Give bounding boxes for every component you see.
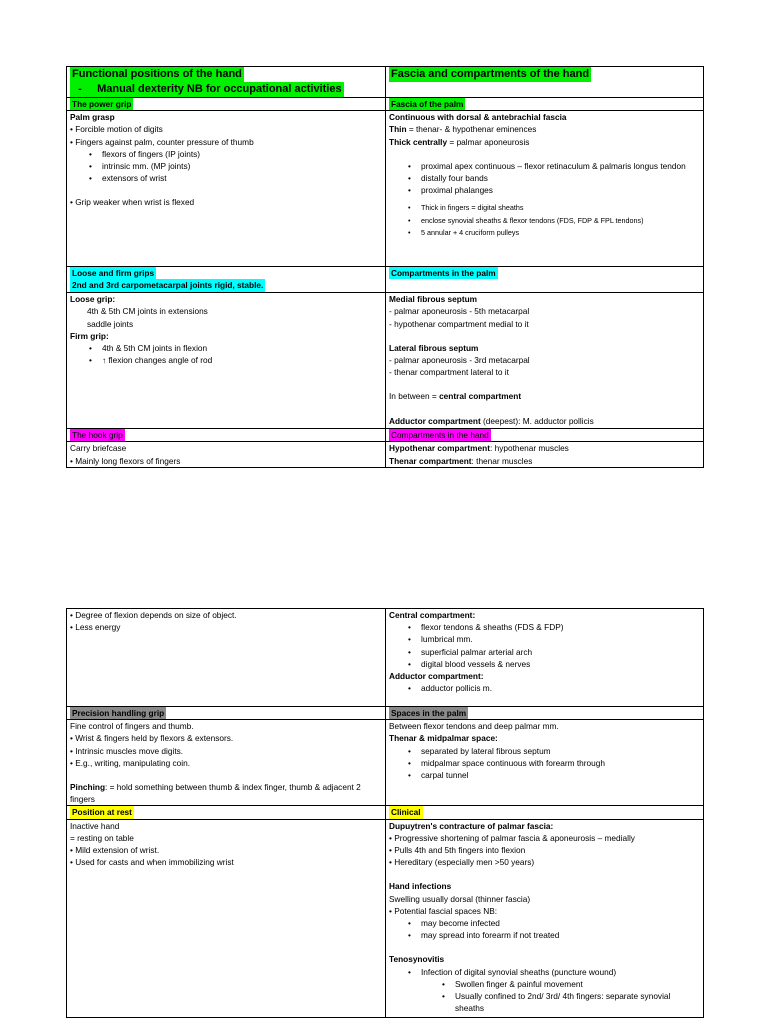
pinching-line	[70, 781, 382, 805]
adductor-items	[389, 682, 700, 694]
central-item: • flexor tendons & sheaths (FDS & FDP)	[421, 621, 700, 633]
fascia-thin-line	[389, 123, 700, 135]
pinching-label: Pinching	[70, 782, 106, 793]
clinical-header-cell	[386, 806, 704, 819]
clinical-header: Clinical	[391, 807, 421, 818]
infections-items	[389, 917, 700, 941]
dupuytren-line: • Pulls 4th and 5th fingers into flexion	[389, 845, 526, 856]
left-subtitle-dash: -	[78, 83, 82, 95]
adductor-text: (deepest): M. adductor pollicis	[480, 415, 594, 426]
fascia-small-item: • 5 annular + 4 cruciform pulleys	[421, 227, 700, 239]
dupuytren-line: • Hereditary (especially men >50 years)	[389, 857, 535, 868]
adductor-compartment-label: Adductor compartment:	[389, 671, 484, 682]
between-text: In between =	[389, 391, 440, 402]
power-line-0: • Forcible motion of digits	[70, 124, 163, 135]
infections-item: • may spread into forearm if not treated	[421, 929, 700, 941]
loose-firm-header: Loose and firm grips	[72, 268, 155, 279]
tenosynovitis-subitem: • Swollen finger & painful movement	[455, 978, 696, 990]
fascia-palm-header: Fascia of the palm	[391, 99, 464, 109]
thenar-text: : thenar muscles	[471, 455, 533, 466]
power-line-1: • Fingers against palm, counter pressure of thumb	[70, 136, 254, 147]
left-title: Functional positions of the hand	[72, 68, 242, 80]
fascia-heading: Continuous with dorsal & antebrachial fascia	[389, 112, 567, 123]
power-last-line: • Grip weaker when wrist is flexed	[70, 197, 195, 208]
precision-line: Fine control of fingers and thumb.	[70, 721, 194, 732]
lateral-septum-label: Lateral fibrous septum	[389, 342, 479, 353]
power-grip-header-cell	[67, 98, 386, 111]
fascia-small-item: • enclose synovial sheaths & flexor tendons (FDS, FDP & FPL tendons)	[421, 215, 700, 227]
right-title: Fascia and compartments of the hand	[391, 68, 590, 80]
cmc-joints-header: 2nd and 3rd carpometacarpal joints rigid, stable.	[72, 280, 264, 291]
compartments-hand-header: Compartments in the hand	[391, 430, 489, 441]
pinching-text: : = hold something between thumb & index finger, thumb & adjacent 2 fingers	[70, 782, 361, 805]
hook-line: Carry briefcase	[70, 443, 127, 454]
hypothenar-line	[389, 442, 700, 454]
hand-notes-table-1	[66, 66, 704, 468]
infections-item: • may become infected	[421, 917, 700, 929]
central-label: Central compartment:	[389, 610, 476, 620]
between-line	[389, 390, 700, 402]
fascia-thin-label: Thin	[389, 124, 407, 135]
firm-items	[70, 342, 382, 366]
clinical-body	[386, 819, 704, 1017]
hand-notes-table-2	[66, 608, 704, 1018]
loose-firm-header-cell	[67, 267, 386, 293]
loose-grip-label: Loose grip	[70, 294, 113, 305]
loose-firm-body	[67, 293, 386, 429]
fascia-thick-line	[389, 136, 700, 148]
hook-grip-header: The hook grip	[72, 430, 123, 441]
between-bold: central compartment	[439, 391, 522, 402]
firm-grip-label-line: Firm grip:	[70, 330, 109, 341]
tenosynovitis-label: Tenosynovitis	[389, 954, 445, 965]
power-grip-header: The power grip	[72, 99, 132, 109]
precision-line: • Intrinsic muscles move digits.	[70, 745, 184, 756]
tenosynovitis-subitems	[389, 978, 700, 1015]
infections-line: Swelling usually dorsal (thinner fascia)	[389, 893, 531, 904]
rest-line: = resting on table	[70, 832, 134, 843]
compartments-hand-body	[386, 442, 704, 468]
tenosynovitis-subitem: • Usually confined to 2nd/ 3rd/ 4th fingers: separate synovial sheaths	[455, 990, 696, 1014]
left-subtitle	[70, 82, 344, 97]
spaces-item: • separated by lateral fibrous septum	[421, 745, 700, 757]
central-item: • digital blood vessels & nerves	[421, 658, 700, 670]
fascia-palm-header-cell	[386, 98, 704, 111]
infections-label: Hand infections	[389, 881, 452, 892]
tenosynovitis-items	[389, 966, 700, 978]
central-items	[389, 621, 700, 670]
continued-line: • Degree of flexion depends on size of object.	[70, 610, 237, 620]
power-subitem: • flexors of fingers (IP joints)	[102, 148, 382, 160]
spaces-item: • carpal tunnel	[421, 769, 700, 781]
rest-line: • Used for casts and when immobilizing wrist	[70, 857, 234, 868]
fascia-thick-text: = palmar aponeurosis	[447, 136, 530, 147]
firm-item: • 4th & 5th CM joints in flexion	[102, 342, 382, 354]
compartments-palm-body	[386, 293, 704, 429]
power-subitems	[70, 148, 382, 185]
hook-grip-header-cell	[67, 429, 386, 442]
precision-header-cell	[67, 707, 386, 720]
compartments-hand-header-cell	[386, 429, 704, 442]
power-grip-body	[67, 111, 386, 267]
spaces-header: Spaces in the palm	[391, 708, 467, 718]
fascia-thick-label: Thick centrally	[389, 136, 448, 147]
hypothenar-label: Hypothenar compartment	[389, 443, 490, 454]
infections-line: • Potential fascial spaces NB:	[389, 905, 498, 916]
firm-item: • ↑ flexion changes angle of rod	[102, 354, 382, 366]
power-subitem: • extensors of wrist	[102, 172, 382, 184]
central-item: • lumbrical mm.	[421, 633, 700, 645]
left-title-cell	[67, 67, 386, 98]
thenar-label: Thenar compartment	[389, 455, 472, 466]
precision-line: • E.g., writing, manipulating coin.	[70, 757, 191, 768]
loose-grip-label-line: Loose grip:	[70, 294, 116, 305]
rest-body	[67, 819, 386, 1017]
hook-line: • Mainly long flexors of fingers	[70, 455, 181, 466]
fascia-small-items	[389, 202, 700, 239]
hook-grip-body	[67, 442, 386, 468]
precision-line: • Wrist & fingers held by flexors & extensors.	[70, 733, 234, 744]
palm-grasp-heading: Palm grasp	[70, 112, 115, 123]
thenar-line	[389, 455, 700, 467]
loose-line: 4th & 5th CM joints in extensions	[87, 306, 208, 317]
central-compartment-body	[386, 609, 704, 707]
fascia-thin-text: = thenar- & hypothenar eminences	[406, 124, 537, 135]
medial-septum-label: Medial fibrous septum	[389, 294, 478, 305]
lateral-line: - palmar aponeurosis - 3rd metacarpal	[389, 355, 530, 366]
dupuytren-line: • Progressive shortening of palmar fascia & aponeurosis – medially	[389, 832, 635, 843]
adductor-line	[389, 415, 700, 427]
precision-body	[67, 720, 386, 806]
lateral-line: - thenar compartment lateral to it	[389, 367, 509, 378]
rest-line: Inactive hand	[70, 820, 120, 831]
continued-body	[67, 609, 386, 707]
fascia-palm-body	[386, 111, 704, 267]
central-item: • superficial palmar arterial arch	[421, 646, 700, 658]
compartments-palm-header-cell	[386, 267, 704, 293]
spaces-item: • midpalmar space continuous with forearm through	[421, 757, 700, 769]
hypothenar-text: : hypothenar muscles	[489, 443, 569, 454]
left-subtitle-text: Manual dexterity NB for occupational activities	[97, 83, 342, 95]
rest-header: Position at rest	[72, 807, 132, 818]
adductor-item: • adductor pollicis m.	[421, 682, 700, 694]
fascia-item: • distally four bands	[421, 172, 694, 184]
spaces-line: Between flexor tendons and deep palmar mm.	[389, 721, 559, 732]
rest-line: • Mild extension of wrist.	[70, 845, 160, 856]
dupuytren-label: Dupuytren's contracture of palmar fascia:	[389, 820, 554, 831]
medial-line: - palmar aponeurosis - 5th metacarpal	[389, 306, 530, 317]
compartments-palm-header: Compartments in the palm	[391, 268, 496, 279]
loose-line: saddle joints	[87, 318, 134, 329]
spaces-body	[386, 720, 704, 806]
precision-header: Precision handling grip	[72, 708, 165, 718]
fascia-item: • proximal apex continuous – flexor retinaculum & palmaris longus tendon	[421, 160, 694, 172]
continued-line: • Less energy	[70, 622, 121, 633]
power-subitem: • intrinsic mm. (MP joints)	[102, 160, 382, 172]
fascia-item: • proximal phalanges	[421, 184, 694, 196]
spaces-items	[389, 745, 700, 782]
rest-header-cell	[67, 806, 386, 819]
spaces-header-cell	[386, 707, 704, 720]
fascia-small-item: • Thick in fingers = digital sheaths	[421, 202, 700, 214]
adductor-label: Adductor compartment	[389, 415, 481, 426]
medial-line: - hypothenar compartment medial to it	[389, 318, 529, 329]
spaces-label: Thenar & midpalmar space:	[389, 733, 498, 744]
right-title-cell	[386, 67, 704, 98]
tenosynovitis-item: • Infection of digital synovial sheaths (puncture wound)	[421, 966, 700, 978]
fascia-items	[389, 160, 700, 197]
firm-grip-label: Firm grip	[70, 330, 106, 341]
